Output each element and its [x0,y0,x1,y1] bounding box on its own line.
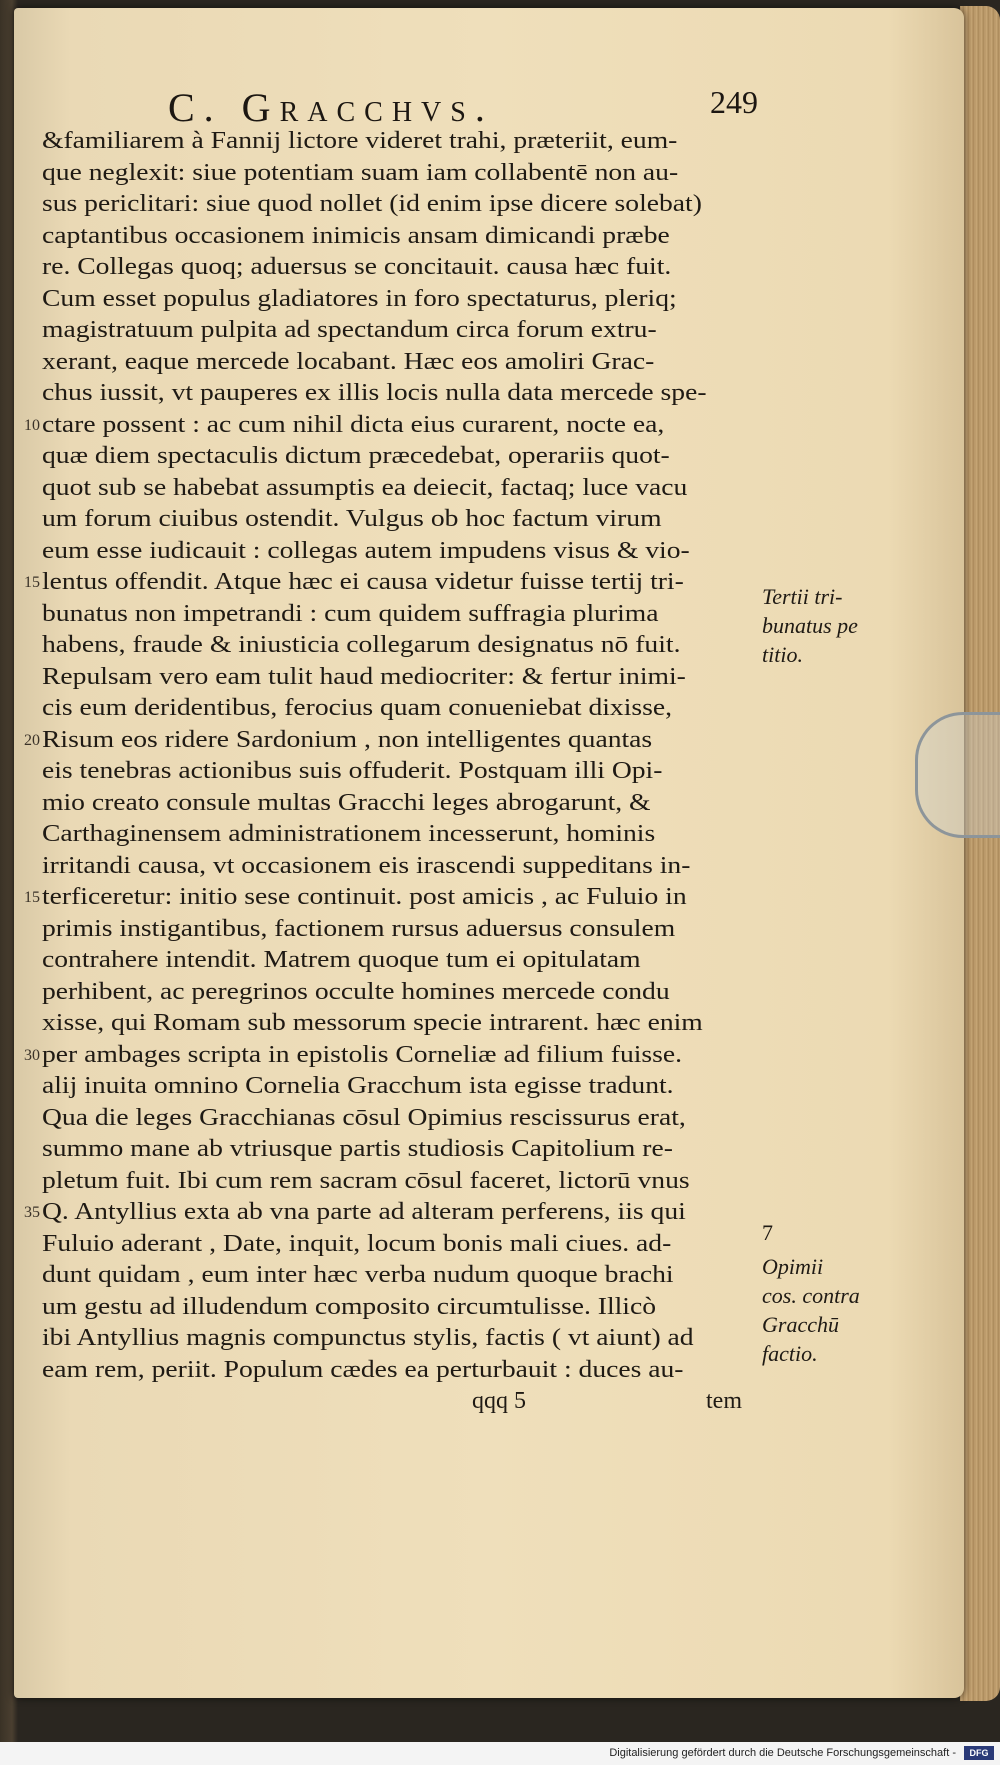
marginal-line: Opimii [762,1254,824,1279]
dfg-logo: DFG [964,1746,994,1760]
line-text: summo mane ab vtriusque partis studiosis Capitolium re- [42,1136,673,1162]
text-line [24,567,760,599]
line-text: Carthaginensem administrationem incesserunt, hominis [42,821,656,847]
line-text: irritandi causa, vt occasionem eis irascendi suppeditans in- [42,852,691,879]
line-number: 15 [24,889,40,906]
text-line [30,788,760,820]
main-text [24,126,760,1418]
line-number: 10 [24,416,40,434]
line-text: lentus offendit. Atque hæc ei causa videtur fuisse tertij tri- [42,569,684,595]
line-text: eum esse iudicauit : collegas autem impudens visus & vio- [42,537,690,564]
text-line [30,945,760,977]
line-text: primis instigantibus, factionem rursus aduersus consulem [42,915,676,942]
text-line [30,536,760,568]
text-line [30,977,760,1009]
text-line [30,189,760,221]
text-line [30,347,760,379]
text-line [30,1134,760,1166]
line-text: um forum ciuibus ostendit. Vulgus ob hoc factum virum [42,506,662,532]
text-line [30,158,760,190]
text-line [30,473,760,505]
line-text: magistratuum pulpita ad spectandum circa forum extru- [42,317,657,343]
line-text: per ambages scripta in epistolis Corneliæ ad filium fuisse. [42,1041,683,1068]
line-text: terficeretur: initio sese continuit. post amicis , ac Fuluio in [42,884,687,910]
text-line [24,1040,760,1072]
catchword: tem [706,1388,742,1414]
marginal-line: factio. [762,1341,818,1366]
line-text: um gestu ad illudendum composito circumtulisse. Illicò [42,1293,657,1320]
text-line [30,1008,760,1040]
text-line [30,1071,760,1103]
text-line [30,284,760,316]
text-line [30,504,760,536]
line-text: Fuluio aderant , Date, inquit, locum bonis mali ciues. ad- [42,1230,672,1257]
text-line [30,441,760,473]
line-text: bunatus non impetrandi : cum quidem suffragia plurima [42,600,659,627]
text-line [24,882,760,914]
marginal-note-tribunate [762,582,932,669]
line-number: 20 [24,731,40,749]
line-text: perhibent, ac peregrinos occulte homines mercede condu [42,978,670,1005]
line-text: Cum esset populus gladiatores in foro spectaturus, pleriq; [42,285,677,312]
line-text: habens, fraude & iniusticia collegarum designatus nō fuit. [42,632,681,658]
text-line [30,221,760,253]
line-text: xisse, qui Romam sub messorum specie intrarent. hæc enim [42,1010,703,1036]
text-line [30,630,760,662]
text-line [24,725,760,757]
text-line [24,410,760,442]
marginal-line: Gracchū [762,1312,839,1337]
line-text: cis eum deridentibus, ferocius quam conueniebat dixisse, [42,695,673,721]
line-text: re. Collegas quoq; aduersus se concitauit. causa hæc fuit. [42,254,672,280]
bookmark-clip [915,712,1000,838]
line-number: 35 [24,1204,40,1221]
text-line [30,378,760,410]
marginal-line: cos. contra [762,1283,860,1308]
marginal-number: 7 [762,1220,773,1245]
line-number: 30 [24,1046,40,1064]
line-text: chus iussit, vt pauperes ex illis locis nulla data mercede spe- [42,380,707,406]
marginal-line: bunatus pe [762,613,858,638]
text-line [30,851,760,883]
text-line [30,599,760,631]
text-line [30,1260,760,1292]
text-line [24,1197,760,1229]
line-text: ctare possent : ac cum nihil dicta eius curarent, nocte ea, [42,411,665,438]
page-edges [960,6,1000,1701]
line-text: ibi Antyllius magnis compunctus stylis, factis ( vt aiunt) ad [42,1325,694,1351]
line-text: eis tenebras actionibus suis offuderit. Postquam illi Opi- [42,758,663,784]
line-text: eam rem, periit. Populum cædes ea perturbauit : duces au- [42,1356,684,1383]
line-text: alij inuita omnino Cornelia Gracchum ista egisse tradunt. [42,1073,674,1099]
page-header [168,84,758,132]
text-line [30,1103,760,1135]
text-line [30,252,760,284]
line-number: 15 [24,574,40,591]
line-text: Repulsam vero eam tulit haud mediocriter: & fertur inimi- [42,663,686,690]
text-line [30,819,760,851]
text-line [30,1355,760,1387]
line-text: xerant, eaque mercede locabant. Hæc eos amoliri Grac- [42,348,655,375]
line-text: contrahere intendit. Matrem quoque tum ei opitulatam [42,947,641,973]
text-line [30,1292,760,1324]
text-line [30,693,760,725]
text-line [30,1229,760,1261]
running-head: C. Gracchvs. [168,85,494,130]
line-text: mio creato consule multas Gracchi leges abrogarunt, & [42,789,651,816]
footer-credit: Digitalisierung gefördert durch die Deutsche Forschungsgemeinschaft - [609,1747,956,1759]
marginal-line: Tertii tri- [762,584,843,609]
text-line [30,1166,760,1198]
text-line [30,126,760,158]
line-text: quæ diem spectaculis dictum præcedebat, operariis quot- [42,443,670,469]
text-line [30,662,760,694]
marginal-line: titio. [762,642,803,667]
text-line [30,1323,760,1355]
text-line [30,315,760,347]
line-text: Risum eos ridere Sardonium , non intelligentes quantas [42,726,653,753]
line-text: Qua die leges Gracchianas cōsul Opimius rescissurus erat, [42,1104,686,1131]
line-text: sus periclitari: siue quod nollet (id enim ipse dicere solebat) [42,191,702,217]
line-text: que neglexit: siue potentiam suam iam collabentē non au- [42,159,679,186]
text-line [30,756,760,788]
page-number: 249 [710,84,758,120]
footer-bar [0,1742,1000,1765]
line-text: captantibus occasionem inimicis ansam dimicandi præbe [42,222,670,249]
line-text: Q. Antyllius exta ab vna parte ad alteram perferens, iis qui [42,1199,686,1225]
line-text: quot sub se habebat assumptis ea deiecit, factaq; luce vacu [42,474,688,501]
signature-mark: qqq 5 [472,1388,526,1414]
line-text: dunt quidam , eum inter hæc verba nudum quoque brachi [42,1262,674,1288]
text-line [30,914,760,946]
signature-line [30,1386,760,1418]
marginal-note-opimius [762,1252,932,1368]
line-text: pletum fuit. Ibi cum rem sacram cōsul faceret, lictorū vnus [42,1167,690,1194]
line-text: &familiarem à Fannij lictore videret trahi, præteriit, eum- [42,128,678,154]
